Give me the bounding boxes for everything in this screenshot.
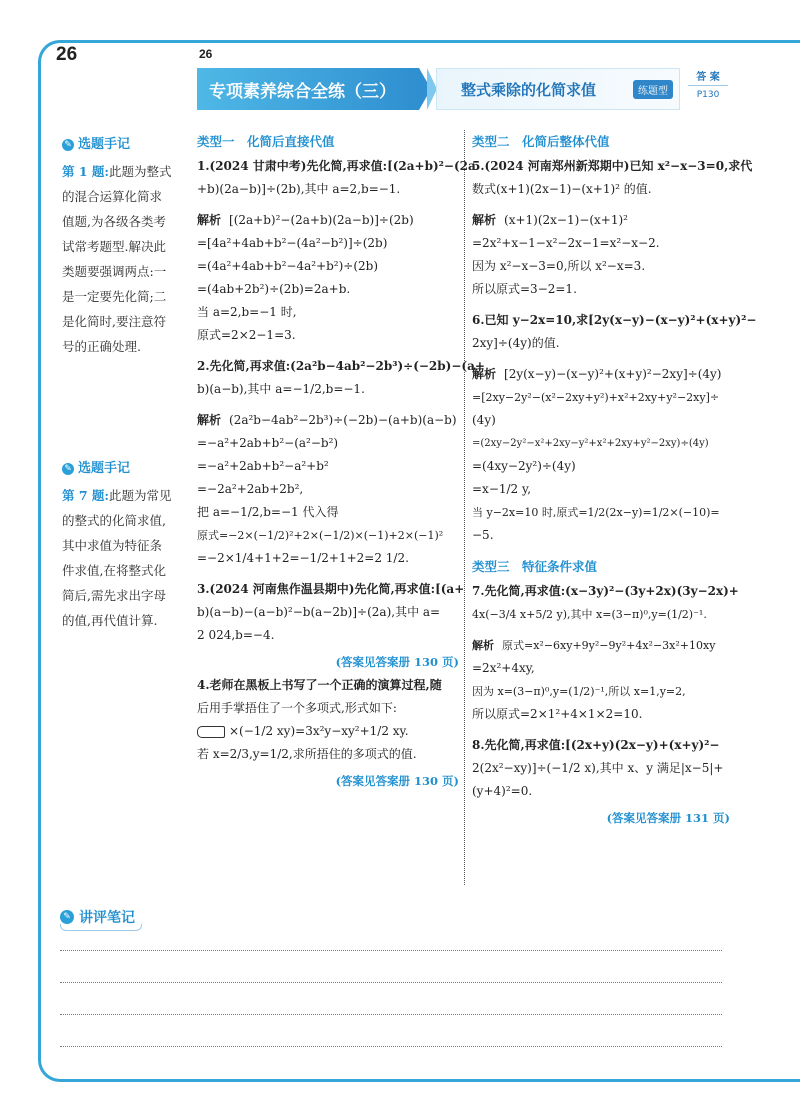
notes-title: 讲评笔记	[79, 910, 135, 926]
solution-line: =(4xy−2y²)÷(4y)	[472, 459, 576, 473]
page-number-small: 26	[199, 47, 213, 61]
solution-line: =[4a²+4ab+b²−(4a²−b²)]÷(2b)	[197, 236, 388, 250]
side-note-line: 试常考题型.解决此	[62, 239, 166, 254]
side-note-line: 的值,再代值计算.	[62, 613, 158, 628]
solution-label: 解析	[197, 413, 222, 427]
solution-line: 所以原式=2×1²+4×1×2=10.	[472, 707, 643, 721]
solution-line: 原式=−2×(−1/2)²+2×(−1/2)×(−1)+2×(−1)²	[197, 529, 444, 542]
problem-1-line: 1.(2024 甘肃中考)先化简,再求值:[(2a+b)²−(2a	[197, 159, 476, 173]
problem-4-condition: 若 x=2/3,y=1/2,求所捂住的多项式的值.	[197, 747, 417, 761]
answer-ref-box	[688, 68, 728, 110]
solution-line: =−2×1/4+1+2=−1/2+1+2=2 1/2.	[197, 551, 409, 565]
side-note-line: 的整式的化简求值,	[62, 513, 166, 528]
side-note-line: 此题为整式	[109, 164, 172, 179]
side-note-line: 号的正确处理.	[62, 339, 141, 354]
column-divider	[464, 130, 465, 885]
problem-3-line: 2 024,b=−4.	[197, 628, 275, 642]
solution-line: [2y(x−y)−(x−y)²+(x+y)²−2xy]÷(4y)	[504, 367, 722, 381]
answer-reference: (答案见答案册 130 页)	[335, 774, 459, 788]
problem-4-formula: ×(−1/2 xy)=3x²y−xy²+1/2 xy.	[229, 724, 409, 738]
problem-4-line: 后用手掌捂住了一个多项式,形式如下:	[197, 701, 397, 715]
notes-heading	[60, 907, 135, 927]
solution-label: 解析	[472, 213, 497, 227]
solution-line: 原式=2×2−1=3.	[197, 328, 296, 342]
answer-reference: (答案见答案册 131 页)	[606, 811, 730, 825]
comment-icon: ✎	[60, 910, 74, 924]
section-heading: 类型三 特征条件求值	[472, 559, 598, 574]
page-number: 26	[56, 44, 78, 65]
side-note-line: 其中求值为特征条	[62, 538, 163, 553]
problem-6-line: 2xy]÷(4y)的值.	[472, 336, 560, 350]
note-icon: ✎	[62, 139, 74, 151]
solution-line: =−a²+2ab+b²−(a²−b²)	[197, 436, 339, 450]
solution-line: 所以原式=3−2=1.	[472, 282, 577, 296]
section-heading: 类型一 化简后直接代值	[197, 134, 335, 149]
solution-line: 因为 x=(3−π)⁰,y=(1/2)⁻¹,所以 x=1,y=2,	[472, 685, 686, 698]
solution-line: =x−1/2 y,	[472, 482, 532, 496]
side-note-line: 的混合运算化简求	[62, 189, 163, 204]
problem-3-line: 3.(2024 河南焦作温县期中)先化简,再求值:[(a+	[197, 582, 465, 596]
solution-line: =2x²+x−1−x²−2x−1=x²−x−2.	[472, 236, 660, 250]
answer-label: 答 案	[688, 68, 728, 86]
section-banner: 专项素养综合全练（三）	[197, 68, 419, 110]
solution-label: 解析	[472, 367, 497, 381]
answer-page: P130	[696, 90, 720, 100]
side-note-lead: 第 1 题:	[62, 164, 110, 179]
side-note-line: 件求值,在将整式化	[62, 563, 166, 578]
problem-1-line: +b)(2a−b)]÷(2b),其中 a=2,b=−1.	[197, 182, 401, 196]
note-line	[60, 950, 722, 951]
solution-line: =(2xy−2y²−x²+2xy−y²+x²+2xy+y²−2xy)÷(4y)	[472, 438, 709, 449]
side-note-line: 简后,需先求出字母	[62, 588, 166, 603]
problem-3-line: b)(a−b)−(a−b)²−b(a−2b)]÷(2a),其中 a=	[197, 605, 441, 619]
side-note-line: 值题,为各级各类考	[62, 214, 166, 229]
solution-line: (2a²b−4ab²−2b³)÷(−2b)−(a+b)(a−b)	[229, 413, 457, 427]
problem-5-line: 数式(x+1)(2x−1)−(x+1)² 的值.	[472, 182, 652, 196]
side-note-line: 此题为常见	[109, 488, 172, 503]
solution-line: 当 y−2x=10 时,原式=1/2(2x−y)=1/2×(−10)=	[472, 506, 720, 519]
answer-reference: (答案见答案册 130 页)	[335, 655, 459, 669]
solution-line: −5.	[472, 528, 494, 542]
side-note-line: 是一定要先化简;二	[62, 289, 167, 304]
solution-line: =[2xy−2y²−(x²−2xy+y²)+x²+2xy+y²−2xy]÷	[472, 391, 720, 404]
problem-8-line: 8.先化简,再求值:[(2x+y)(2x−y)+(x+y)²−	[472, 738, 720, 752]
note-icon: ✎	[62, 463, 74, 475]
side-note-line: 类题要强调两点:一	[62, 264, 167, 279]
solution-line: 因为 x²−x−3=0,所以 x²−x=3.	[472, 259, 646, 273]
solution-label: 解析	[197, 213, 222, 227]
topic-title: 整式乘除的化简求值	[461, 80, 597, 99]
note-line	[60, 1046, 722, 1047]
practice-tag: 练题型	[633, 80, 673, 99]
solution-line: 原式=x²−6xy+9y²−9y²+4x²−3x²+10xy	[502, 639, 716, 652]
problem-8-line: 2(2x²−xy)]÷(−1/2 x),其中 x、y 满足|x−5|+	[472, 761, 724, 775]
problem-5-line: 5.(2024 河南郑州新郑期中)已知 x²−x−3=0,求代	[472, 159, 753, 173]
solution-line: (4y)	[472, 413, 496, 427]
solution-line: [(2a+b)²−(2a+b)(2a−b)]÷(2b)	[229, 213, 414, 227]
solution-line: =(4ab+2b²)÷(2b)=2a+b.	[197, 282, 351, 296]
problem-6-line: 6.已知 y−2x=10,求[2y(x−y)−(x−y)²+(x+y)²−	[472, 313, 757, 327]
side-note-title: 选题手记	[78, 137, 131, 152]
section-heading: 类型二 化简后整体代值	[472, 134, 610, 149]
solution-line: =−2a²+2ab+2b²,	[197, 482, 304, 496]
solution-line: 当 a=2,b=−1 时,	[197, 305, 297, 319]
solution-line: =(4a²+4ab+b²−4a²+b²)÷(2b)	[197, 259, 379, 273]
solution-line: =−a²+2ab+b²−a²+b²	[197, 459, 329, 473]
solution-line: 把 a=−1/2,b=−1 代入得	[197, 505, 339, 519]
note-line	[60, 1014, 722, 1015]
solution-line: (x+1)(2x−1)−(x+1)²	[504, 213, 628, 227]
side-note-line: 是化简时,要注意符	[62, 314, 166, 329]
problem-7-line: 7.先化简,再求值:(x−3y)²−(3y+2x)(3y−2x)+	[472, 584, 739, 598]
problem-2-line: b)(a−b),其中 a=−1/2,b=−1.	[197, 382, 365, 396]
side-note-title: 选题手记	[78, 461, 131, 476]
problem-2-line: 2.先化简,再求值:(2a²b−4ab²−2b³)÷(−2b)−(a+	[197, 359, 485, 373]
hand-icon	[197, 726, 225, 738]
problem-7-line: 4x(−3/4 x+5/2 y),其中 x=(3−π)⁰,y=(1/2)⁻¹.	[472, 608, 707, 621]
note-line	[60, 982, 722, 983]
side-note-2	[62, 456, 186, 633]
problem-4-line: 4.老师在黑板上书写了一个正确的演算过程,随	[197, 678, 442, 692]
side-note-lead: 第 7 题:	[62, 488, 110, 503]
right-column	[472, 130, 757, 830]
solution-label: 解析	[472, 639, 494, 652]
side-note-1	[62, 132, 186, 359]
solution-line: =2x²+4xy,	[472, 661, 535, 675]
topic-banner	[436, 68, 680, 110]
problem-8-line: (y+4)²=0.	[472, 784, 533, 798]
